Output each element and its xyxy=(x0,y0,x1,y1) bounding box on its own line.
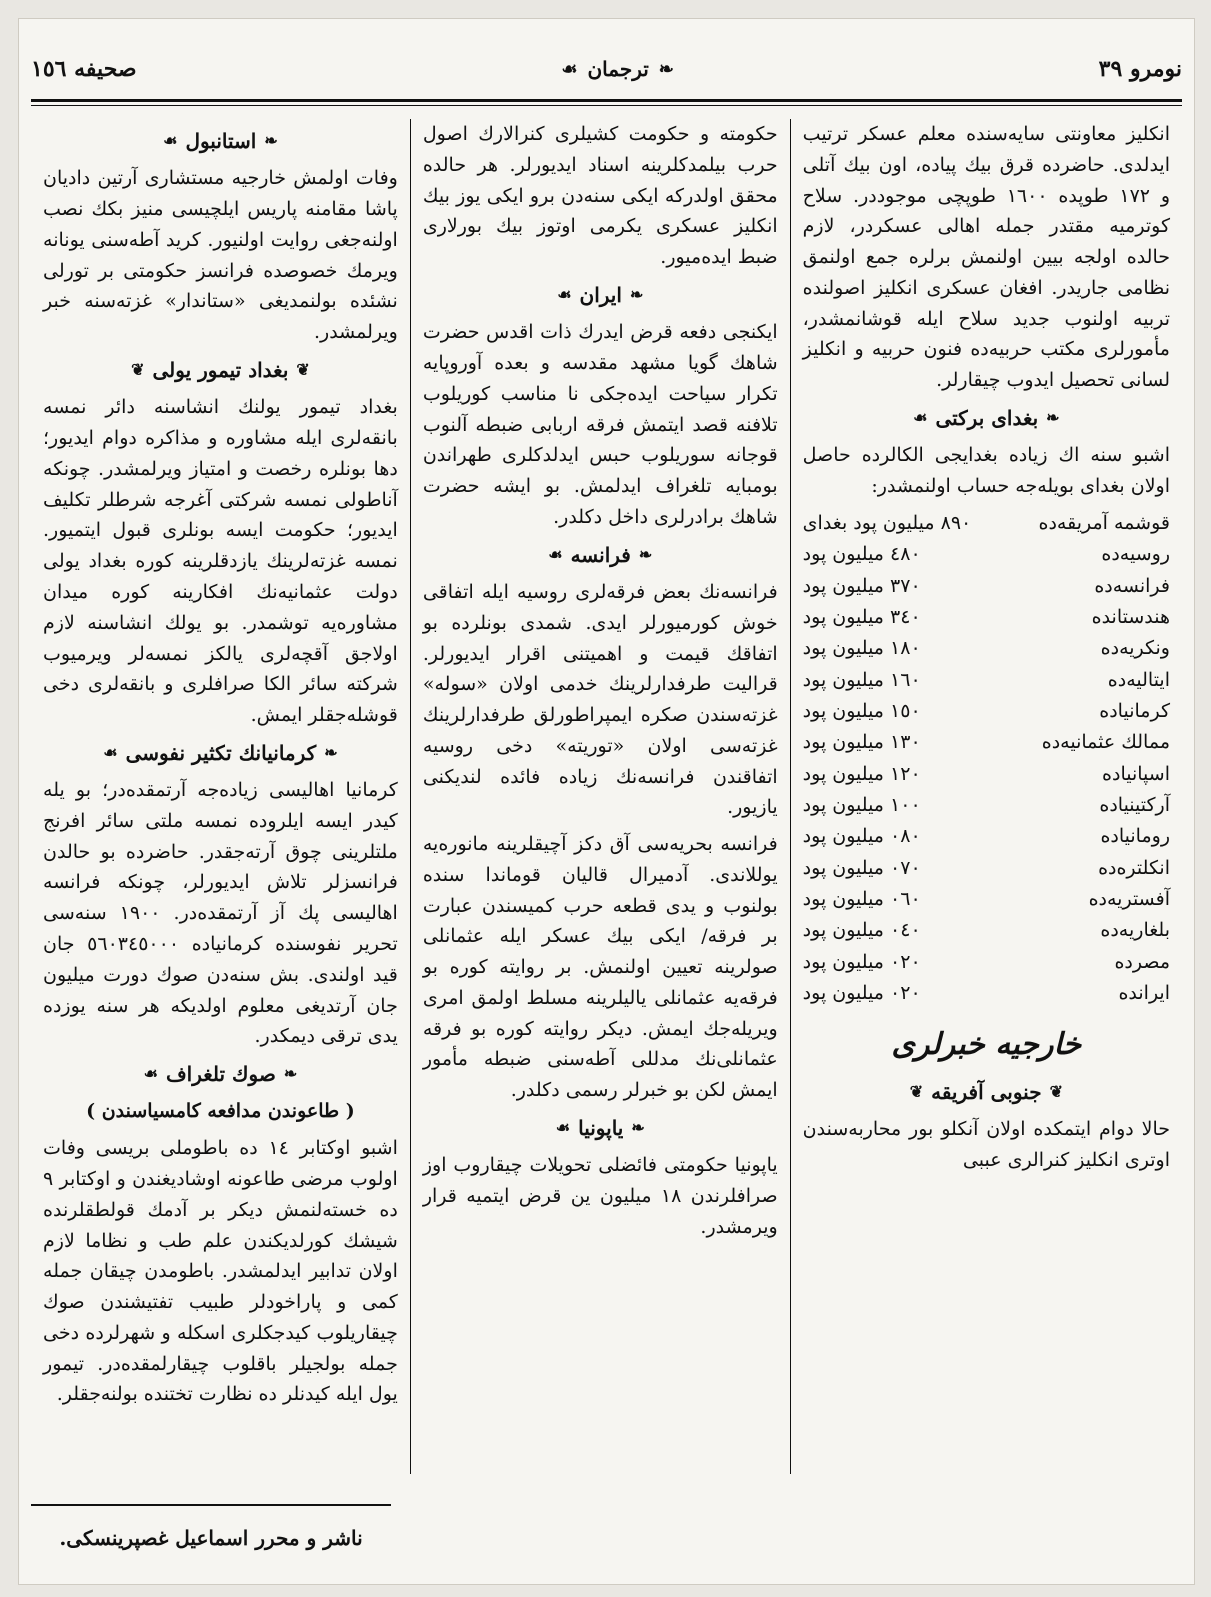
amount: ٠٢٠ ميليون پود xyxy=(802,950,921,973)
list-item xyxy=(803,978,1170,1009)
paragraph: ايكنجى دفعه قرض ايدرك ذات اقدس حضرت شاهك گويا مشهد مقدسه و بعده آوروپايه تكرار سياحت ايده‌جكى نا مناسب كوريلوب تلافنه قصد ايتمش فرقه اربابى ضبطه آلنوب قوجانه سوريلوب حبس ايدلدكلرى طهراندن بومبايه تلغراف ايدلمش. بو ايشه حضرت شاهك برادرلرى داخل دكلدر. xyxy=(422,321,778,528)
section-heading xyxy=(423,279,778,311)
list-item xyxy=(803,915,1170,946)
paragraph: بغداد تيمور يولنك انشاسنه دائر نمسه بانقه‌لرى ايله مشاوره و مذاكره دوام ايديور؛ دها بونلره رخصت و امتياز ويرلمشدر. چونكه آناطولى نمسه شركتى آغرجه شرطلر تكليف ايديور؛ حكومت ايسه بونلرى قبول ايتميور. نمسه غزته‌لرينك يازدقلرينه كوره بغداد يولى دولت عثمانيه‌نك افكارينه كوره ميدان مشاوره‌يه توشمدر. بو يولك انشاسنه لازم اولاجق آقچه‌لرى يالكز نمسه‌لر ويرميوب شركته سائر الكا صرافلرى و بانقه‌لرى دخى قوشله‌جقلر ايمش. xyxy=(43,396,398,727)
country: كرمانياده xyxy=(1099,699,1170,722)
wheat-list xyxy=(803,508,1170,1010)
country: هندستانده xyxy=(1091,605,1170,628)
heading-text: ايران xyxy=(579,282,622,307)
heading-text: استانبول xyxy=(185,129,257,153)
country: مصرده xyxy=(1114,950,1170,973)
amount: ١٠٠ ميليون پود xyxy=(802,793,921,816)
amount: ٠٨٠ ميليون پود xyxy=(802,825,921,848)
ornament-icon: ☙ xyxy=(555,1118,571,1138)
amount: ١٢٠ ميليون پود xyxy=(802,762,921,785)
country: ايتاليه‌ده xyxy=(1107,668,1170,691)
list-item xyxy=(803,571,1170,602)
page-header xyxy=(31,41,1182,97)
ornament-icon: ☙ xyxy=(548,544,563,564)
page-number: صحيفه ١٥٦ xyxy=(31,56,137,82)
country: ايرانده xyxy=(1118,981,1170,1004)
ornament-icon: ❧ xyxy=(629,285,644,305)
amount: ٠٧٠ ميليون پود xyxy=(802,856,921,879)
section-heading xyxy=(43,354,398,386)
heading-text: بغداد تيمور يولى xyxy=(152,357,289,382)
list-item xyxy=(803,790,1170,821)
list-item xyxy=(803,665,1170,696)
section-heading xyxy=(43,1058,398,1090)
footer-rule xyxy=(31,1504,391,1506)
country: انكلتره‌ده xyxy=(1098,856,1170,879)
country: روسيه‌ده xyxy=(1101,543,1170,566)
paragraph: حكومته و حكومت كشيلرى كنرالارك اصول حرب بيلمدكلرينه اسناد ايديورلر. هر حالده محقق اولدركه ايكى سنه‌دن برو ايكى يوز بيك انكليز عسكرى يكرمى اوتوز بيك بورلارى ضبط ايده‌ميور. xyxy=(422,123,778,269)
paragraph: اشبو سنه اك زياده بغدايجى الكالرده حاصل اولان بغداى بويله‌جه حساب اولنمشدر: xyxy=(802,444,1170,498)
section-heading xyxy=(803,402,1170,434)
ornament-icon: ☙ xyxy=(143,1064,158,1084)
publisher-line: ناشر و محرر اسماعيل غصپرينسكى. xyxy=(59,1526,363,1550)
paragraph: انكليز معاونتى سايه‌سنده معلم عسكر ترتيب ايدلدى. حاضرده قرق بيك پياده، اون بيك آتلى و ١٧٢ طوپده ١٦٠٠ طوپچى موجوددر. سلاح كوترميه مقتدر جمله اهالى عسكردر، لازم حالده اولجه بيين اولنمش برلره جمع اولنمق نظامى جاريدر. افغان عسكرى انكليز اصولنده تربيه اولنوب جديد سلاح ايله قوشانمشدر، مأمورلرى مكتب حربيه‌ده فنون حربيه و انكليز لسانى تحصيل ايدوب چيقارلر. xyxy=(802,123,1171,392)
ornament-icon: ❧ xyxy=(1046,408,1060,428)
list-item xyxy=(803,884,1170,915)
country: فرانسه‌ده xyxy=(1094,574,1170,597)
ornament-icon: ☙ xyxy=(561,58,578,80)
heading-text: ياپونيا xyxy=(578,1115,624,1140)
list-item xyxy=(803,633,1170,664)
header-rule xyxy=(31,99,1182,102)
list-item xyxy=(803,821,1170,852)
ornament-icon: ❦ xyxy=(131,360,145,380)
heading-text: صوك تلغراف xyxy=(165,1062,276,1087)
country: قوشمه آمريقه‌ده xyxy=(1038,511,1170,534)
ornament-icon: ☙ xyxy=(103,743,118,763)
issue-number: نومرو ٣٩ xyxy=(1098,56,1182,82)
amount: ٣٤٠ ميليون پود xyxy=(802,605,921,628)
amount: ٣٧٠ ميليون پود xyxy=(802,574,921,597)
list-item xyxy=(803,602,1170,633)
heading-text: جنوبى آفريقه xyxy=(931,1079,1042,1104)
list-item xyxy=(803,853,1170,884)
amount: ٠٤٠ ميليون پود xyxy=(802,919,921,942)
amount: ١٨٠ ميليون پود xyxy=(802,637,921,660)
column-left xyxy=(31,119,411,1474)
amount: ٠٢٠ ميليون پود xyxy=(802,981,921,1004)
list-item xyxy=(803,539,1170,570)
paragraph: فرانسه بحريه‌سى آق دكز آچيقلرينه مانوره‌يه يوللاندى. آدميرال قاليان قوماندا سنده بولنوب و يدى قطعه حرب كميسندن عبارت بر فرقه/ ايكى بيك عسكر ايله عثمانلى صولرينه تعيين اولنمش. بر روايته كوره بو فرقه‌يه عثمانلى ياليلرينه مسلط اولمق امرى ويريله‌جك ايمش. ديكر روايته كوره بو فرقه عثمانلى‌نك مدللى آطه‌سنى ضبطه مأمور ايمش لكن بو خبرلر رسمى دكلدر. xyxy=(422,833,778,1102)
ornament-icon: ❦ xyxy=(296,360,310,380)
section-heading xyxy=(803,1076,1170,1108)
list-item xyxy=(803,727,1170,758)
paragraph: كرمانيا اهاليسى زياده‌جه آرتمقده‌در؛ بو يله كيدر ايسه ايلروده نمسه ملتى سائر افرنج ملتلرينى چوق آرته‌جقدر. حاضرده بو حالدن فرانسزلر تلاش ايديورلر، چونكه فرانسه اهاليسى پك آز آرتمقده‌در. ١٩٠٠ سنه‌سى تحرير نفوسنده كرمانياده ٥٦٠٣٤٥٠٠٠ جان قيد اولندى. بش سنه‌دن صوك دورت ميليون جان آرتديغى معلوم اولديكه هر سنه يوزده يدى ترقى ديمكدر. xyxy=(43,779,398,1048)
masthead xyxy=(561,57,674,81)
amount: ٤٨٠ ميليون پود xyxy=(802,543,921,566)
foreign-news-heading: خارجيه خبرلرى xyxy=(891,1027,1082,1063)
header-rule-thin xyxy=(31,105,1182,106)
newspaper-page xyxy=(18,18,1195,1585)
amount: ١٣٠ ميليون پود xyxy=(802,731,921,754)
section-heading xyxy=(43,737,398,769)
list-item xyxy=(803,508,1170,539)
country: رومانياده xyxy=(1100,825,1170,848)
ornament-icon: ❧ xyxy=(631,1118,645,1138)
column-middle xyxy=(411,119,791,1474)
amount: ١٥٠ ميليون پود xyxy=(802,699,921,722)
column-right xyxy=(791,119,1182,1474)
ornament-icon: ☙ xyxy=(163,131,178,151)
ornament-icon: ❧ xyxy=(638,544,653,564)
country: اسپانياده xyxy=(1102,762,1170,785)
ornament-icon: ❦ xyxy=(1049,1082,1063,1102)
section-heading xyxy=(423,1112,778,1144)
ornament-icon: ❧ xyxy=(658,58,674,80)
country: ممالك عثمانيه‌ده xyxy=(1041,731,1170,754)
paragraph: وفات اولمش خارجيه مستشارى آرتين داديان پاشا مقامنه پاريس ايلچيسى منيز بكك نصب اولنه‌جغى روايت اولنيور. كريد آطه‌سنى يونانه ويرمك خصوصده فرانسز حكومتى بر تورلى نشئده بولنمديغى «ستاندار» غزته‌سنه خبر ويرلمشدر. xyxy=(43,167,398,344)
paragraph: فرانسه‌نك بعض فرقه‌لرى روسيه ايله اتفاقى خوش كورميورلر ايدى. شمدى بونلرده بو اتفاقك قيمت و اهميتنى اقرار ايديورلر. قراليت طرفدارلرينك خدمى اولان «سوله» غزته‌سندن صكره ايمپراطورلق طرفدارلرينك غزته‌سى اولان «توريته» دخى روسيه اتفاقندن فرانسه‌نك زياده فائده لنديكنى يازيور. xyxy=(422,580,778,819)
paragraph: ياپونيا حكومتى فائضلى تحويلات چيقاروب اوز صرافلرندن ١٨ ميليون ين قرض ايتميه قرار ويرمشدر. xyxy=(422,1154,778,1238)
columns xyxy=(31,119,1182,1474)
paragraph: حالا دوام ايتمكده اولان آنكلو بور محاربه‌سندن اوترى انكليز كنرالرى عببى xyxy=(802,1118,1170,1172)
subheading: ( طاعوندن مدافعه كامسياسندن ) xyxy=(86,1100,355,1123)
amount: ١٦٠ ميليون پود xyxy=(802,668,921,691)
heading-text: بغداى بركتى xyxy=(935,405,1039,430)
country: آفستريه‌ده xyxy=(1088,887,1170,910)
heading-text: فرانسه xyxy=(570,542,631,567)
ornament-icon: ☙ xyxy=(913,408,928,428)
section-heading xyxy=(43,125,398,157)
country: آركتينياده xyxy=(1099,793,1170,816)
country: بلغاريه‌ده xyxy=(1100,919,1170,942)
amount: ٨٩٠ ميليون پود بغداى xyxy=(802,511,972,534)
newspaper-title: ترجمان xyxy=(587,57,649,81)
ornament-icon: ❧ xyxy=(283,1064,298,1084)
list-item xyxy=(803,759,1170,790)
country: ونكريه‌ده xyxy=(1100,637,1170,660)
ornament-icon: ☙ xyxy=(557,285,572,305)
amount: ٠٦٠ ميليون پود xyxy=(802,887,921,910)
ornament-icon: ❧ xyxy=(324,743,338,763)
list-item xyxy=(803,696,1170,727)
ornament-icon: ❦ xyxy=(909,1082,924,1102)
list-item xyxy=(803,947,1170,978)
paragraph: اشبو اوكتابر ١٤ ده باطوملى بريسى وفات اولوب مرضى طاعونه اوشاديغندن و اوكتابر ٩ ده خسته‌لنمش ديكر بر آدمك قولطقلرنده شيشك كورلديكندن علم طب و نظاما لازم اولان تدابير ايدلمشدر. باطومدن چيقان جمله كمى و پاراخودلر طبيب تفتيشندن صوك چيقاريلوب كيدجكلرى اسكله و شهرلرده دخى جمله بولجيلر باقلوب چيقارلمقده‌در. تيمور يول ايله كيدنلر ده نظارت تختنده بولنه‌جقلر. xyxy=(43,1137,398,1406)
heading-text: كرمانيانك تكثير نفوسى xyxy=(125,740,317,765)
ornament-icon: ❧ xyxy=(264,131,278,151)
section-heading xyxy=(423,539,778,571)
